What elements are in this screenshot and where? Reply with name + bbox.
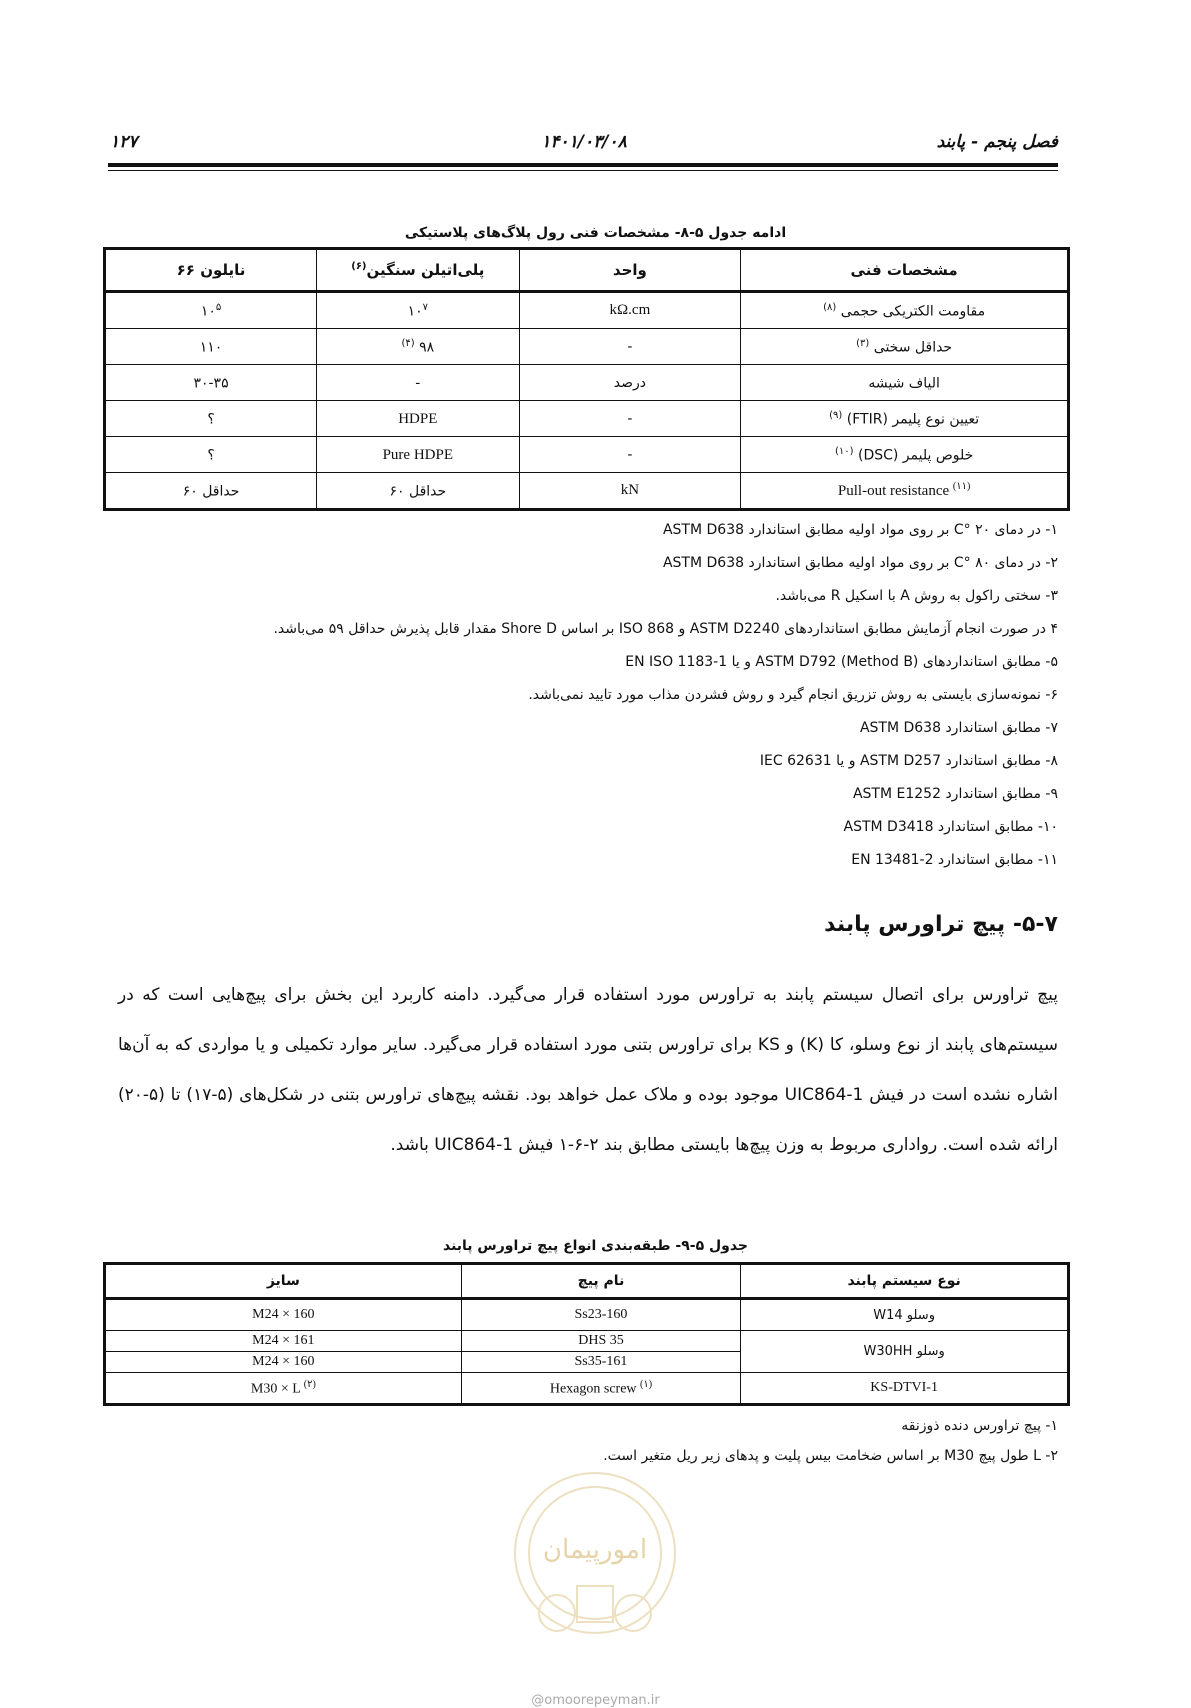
table2-col-screw: نام پیچ [461, 1264, 741, 1299]
cell-hdpe [317, 437, 519, 473]
table-row [105, 1331, 1069, 1352]
cell-spec [741, 401, 1069, 437]
table1-caption: ادامه جدول ۵-۸- مشخصات فنی رول پلاگ‌های پلاستیکی [404, 225, 787, 241]
spec-label: مقاومت الکتریکی حجمی [840, 303, 986, 320]
cell-nylon [105, 437, 317, 473]
cell-system: وسلو W14 [741, 1299, 1069, 1331]
table2-caption: جدول ۵-۹- طبقه‌بندی انواع پیچ تراورس پابند [442, 1238, 749, 1254]
table1-col-spec: مشخصات فنی [741, 249, 1069, 292]
cell-hdpe [317, 401, 519, 437]
footnote: ۱۱- مطابق استاندارد EN 13481-2 [851, 852, 1058, 868]
hdpe-sup: ۷ [422, 301, 429, 313]
cell-unit: kΩ.cm [519, 292, 741, 329]
spec-sup: (۱۰) [834, 445, 854, 457]
hdpe-value: - [415, 375, 421, 392]
table1-col-hdpe-label: پلی‌اتیلن سنگین [366, 261, 485, 279]
cell-screw [461, 1373, 741, 1405]
table2-col-system: نوع سیستم پابند [741, 1264, 1069, 1299]
table2 [103, 1262, 1070, 1406]
cell-system: وسلو W30HH [741, 1331, 1069, 1373]
cell-spec [741, 329, 1069, 365]
hdpe-value: Pure HDPE [382, 447, 454, 463]
footnote: ۹- مطابق استاندارد ASTM E1252 [852, 786, 1058, 802]
table1-col-hdpe [317, 249, 519, 292]
cell-nylon [105, 292, 317, 329]
screw-name: Hexagon screw [549, 1381, 637, 1397]
section-heading: ۵-۷- پیچ تراورس پابند [824, 912, 1058, 937]
spec-label: تعیین نوع پلیمر (FTIR) [846, 411, 980, 428]
table1-col-hdpe-sup: (۶) [351, 261, 367, 272]
spec-sup: (۳) [856, 337, 870, 349]
table1-footnotes [273, 514, 1058, 877]
hdpe-sup: (۴) [401, 337, 415, 349]
hdpe-value: حداقل ۶۰ [389, 483, 447, 500]
header-rule-thin [108, 170, 1058, 171]
footnote: ۲- L طول پیچ M30 بر اساس ضخامت بیس پلیت و پدهای زیر ریل متغیر است. [603, 1448, 1058, 1464]
table-row [105, 365, 1069, 401]
cell-hdpe [317, 473, 519, 510]
table-row [105, 1373, 1069, 1405]
cell-nylon [105, 401, 317, 437]
spec-label: حداقل سختی [873, 339, 953, 356]
seal-icon [505, 1468, 685, 1658]
spec-label: Pull-out resistance [837, 483, 950, 499]
cell-system: KS-DTVI-1 [741, 1373, 1069, 1405]
spec-label: خلوص پلیمر (DSC) [857, 447, 974, 464]
nylon-value: حداقل ۶۰ [182, 483, 240, 500]
nylon-value: ۱۰ [200, 303, 216, 320]
table-row [105, 329, 1069, 365]
cell-size: M24 × 161 [105, 1331, 462, 1352]
cell-unit: درصد [519, 365, 741, 401]
spec-sup: (۹) [829, 409, 843, 421]
section-paragraph: پیچ تراورس برای اتصال سیستم پابند به تراورس مورد استفاده قرار می‌گیرد. دامنه کاربرد این بخش برای پیچ‌هایی است که در سیستم‌های پابند از نوع وسلو، کا (K) و KS برای تراورس بتنی مورد استفاده قرار می‌گیرد. سایر موارد تکمیلی و یا مواردی که به آن‌ها اشاره نشده است در فیش UIC864-1 موجود بوده و ملاک عمل خواهد بود. نقشه پیچ‌های تراورس بتنی در شکل‌های (۵-۱۷) تا (۵-۲۰) ارائه شده است. رواداری مربوط به وزن پیچ‌ها بایستی مطابق بند ۲-۶-۱ فیش UIC864-1 باشد. [118, 985, 1058, 1155]
table2-header-row [105, 1264, 1069, 1299]
footnote: ۶- نمونه‌سازی بایستی به روش تزریق انجام گیرد و روش فشردن مذاب مورد تایید نمی‌باشد. [528, 687, 1058, 703]
cell-spec [741, 365, 1069, 401]
nylon-value: ۳۰-۳۵ [193, 375, 229, 392]
footnote: ۵- مطابق استانداردهای ASTM D792 (Method B) و یا EN ISO 1183-1 [625, 654, 1058, 670]
hdpe-value: ۱۰ [407, 303, 423, 320]
spec-label: الیاف شیشه [868, 375, 940, 392]
cell-hdpe [317, 365, 519, 401]
cell-screw: Ss35-161 [461, 1352, 741, 1373]
size-sup: (۲) [303, 1378, 316, 1390]
cell-spec [741, 437, 1069, 473]
cell-nylon [105, 365, 317, 401]
header-date: ۱۴۰۱/۰۳/۰۸ [541, 132, 627, 152]
footnote: ۴ در صورت انجام آزمایش مطابق استانداردهای ASTM D2240 و ISO 868 بر اساس Shore D مقدار قابل پذیرش حداقل ۵۹ می‌باشد. [273, 621, 1058, 637]
screw-sup: (۱) [640, 1378, 653, 1390]
footnote: ۱۰- مطابق استاندارد ASTM D3418 [843, 819, 1058, 835]
table1-header-row [105, 249, 1069, 292]
nylon-value: ۱۱۰ [199, 339, 223, 356]
table1 [103, 247, 1070, 511]
chapter-title: فصل پنجم - پابند [936, 132, 1058, 152]
cell-screw: Ss23-160 [461, 1299, 741, 1331]
cell-nylon [105, 329, 317, 365]
spec-sup: (۸) [823, 301, 837, 313]
spec-sup: (۱۱) [952, 481, 971, 492]
cell-size [105, 1373, 462, 1405]
nylon-sup: ۵ [215, 301, 222, 313]
page-header [110, 132, 1058, 160]
nylon-value: ؟ [207, 411, 215, 428]
cell-unit: - [519, 437, 741, 473]
seal-text: امورپیمان [542, 1535, 648, 1565]
footnote: ۳- سختی راکول به روش A با اسکیل R می‌باشد. [775, 588, 1058, 604]
cell-screw: DHS 35 [461, 1331, 741, 1352]
table1-col-nylon: نایلون ۶۶ [105, 249, 317, 292]
page-number: ۱۲۷ [110, 132, 138, 152]
table2-col-size: سایز [105, 1264, 462, 1299]
table-row [105, 1299, 1069, 1331]
table-row [105, 401, 1069, 437]
cell-spec [741, 292, 1069, 329]
watermark-seal [505, 1468, 685, 1658]
table-row [105, 437, 1069, 473]
hdpe-value: ۹۸ [419, 339, 435, 356]
table-row [105, 292, 1069, 329]
cell-nylon [105, 473, 317, 510]
footnote: ۷- مطابق استاندارد ASTM D638 [859, 720, 1058, 736]
footnote: ۱- در دمای C° ۲۰ بر روی مواد اولیه مطابق استاندارد ASTM D638 [662, 522, 1058, 538]
website-label: @omoorepeyman.ir [531, 1693, 660, 1708]
size-value: M30 × L [250, 1381, 301, 1397]
table2-footnotes [603, 1411, 1058, 1471]
footnote: ۲- در دمای C° ۸۰ بر روی مواد اولیه مطابق استاندارد ASTM D638 [662, 555, 1058, 571]
cell-hdpe [317, 292, 519, 329]
table1-col-unit: واحد [519, 249, 741, 292]
header-rule-thick [108, 163, 1058, 167]
cell-unit: - [519, 401, 741, 437]
nylon-value: ؟ [207, 447, 215, 464]
cell-hdpe [317, 329, 519, 365]
cell-unit: - [519, 329, 741, 365]
footnote: ۱- پیچ تراورس دنده ذوزنقه [901, 1418, 1058, 1434]
cell-size: M24 × 160 [105, 1299, 462, 1331]
table-row [105, 473, 1069, 510]
footnote: ۸- مطابق استاندارد ASTM D257 و یا IEC 62631 [759, 753, 1058, 769]
hdpe-value: HDPE [398, 411, 438, 427]
cell-unit: kN [519, 473, 741, 510]
cell-spec [741, 473, 1069, 510]
cell-size: M24 × 160 [105, 1352, 462, 1373]
